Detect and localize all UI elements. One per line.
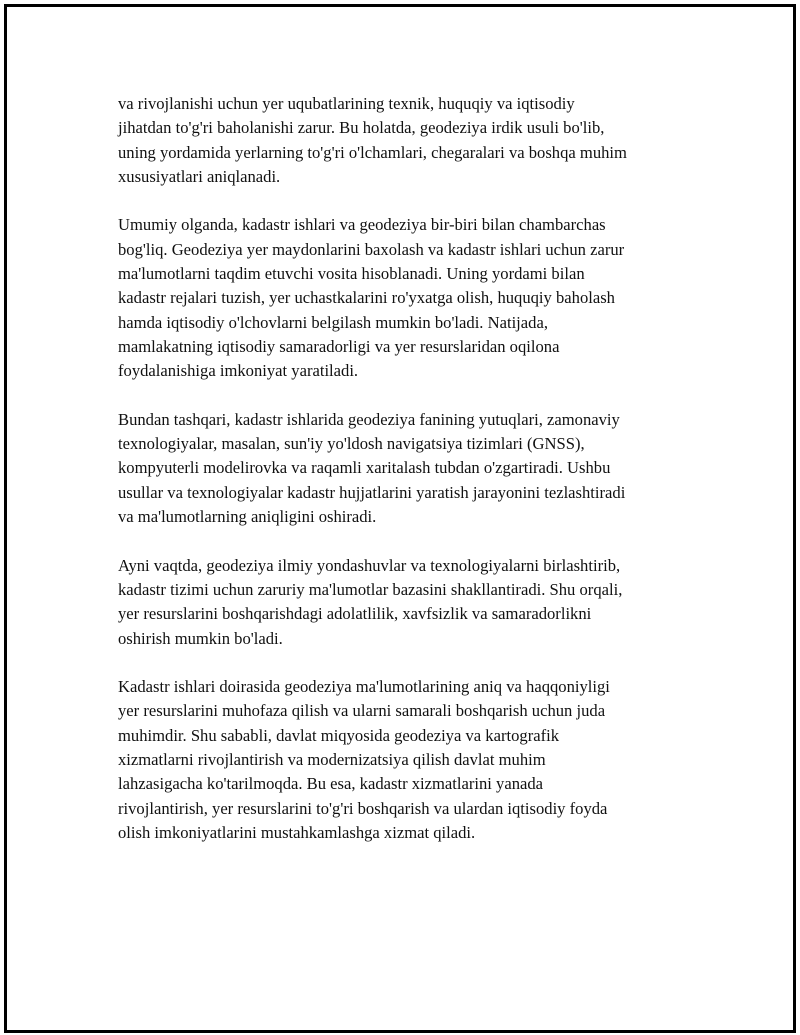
text-line: xususiyatlari aniqlanadi. [118, 166, 281, 186]
text-line: Ayni vaqtda, geodeziya ilmiy yondashuvlar va texnologiyalarni birlashtirib, [118, 555, 621, 575]
paragraph-3 [118, 408, 698, 529]
text-line: yer resurslarini muhofaza qilish va ularni samarali boshqarish uchun juda [118, 701, 606, 721]
text-line: lahzasigacha ko'tarilmoqda. Bu esa, kadastr xizmatlarini yanada [118, 774, 544, 794]
text-line: muhimdir. Shu sababli, davlat miqyosida geodeziya va kartografik [118, 725, 560, 745]
text-line: xizmatlarni rivojlantirish va modernizatsiya qilish davlat muhim [118, 750, 546, 770]
text-line: ma'lumotlarni taqdim etuvchi vosita hisoblanadi. Uning yordami bilan [118, 264, 585, 284]
paragraph-4 [118, 554, 698, 651]
text-line: jihatdan to'g'ri baholanishi zarur. Bu holatda, geodeziya irdik usuli bo'lib, [118, 118, 605, 138]
document-body [118, 92, 698, 870]
text-line: Umumiy olganda, kadastr ishlari va geodeziya bir-biri bilan chambarchas [118, 215, 606, 235]
text-line: va rivojlanishi uchun yer uqubatlarining texnik, huquqiy va iqtisodiy [118, 94, 575, 113]
text-line: Bundan tashqari, kadastr ishlarida geodeziya fanining yutuqlari, zamonaviy [118, 409, 620, 429]
text-line: texnologiyalar, masalan, sun'iy yo'ldosh navigatsiya tizimlari (GNSS), [118, 434, 585, 454]
text-line: oshirish mumkin bo'ladi. [118, 628, 283, 648]
text-line: usullar va texnologiyalar kadastr hujjatlarini yaratish jarayonini tezlashtiradi [118, 482, 626, 502]
text-line: foydalanishiga imkoniyat yaratiladi. [118, 361, 359, 381]
text-line: hamda iqtisodiy o'lchovlarni belgilash mumkin bo'ladi. Natijada, [118, 312, 548, 332]
paragraph-1 [118, 92, 698, 189]
text-line: kompyuterli modelirovka va raqamli xaritalash tubdan o'zgartiradi. Ushbu [118, 458, 611, 478]
text-line: kadastr tizimi uchun zaruriy ma'lumotlar bazasini shakllantiradi. Shu orqali, [118, 579, 623, 599]
text-line: rivojlantirish, yer resurslarini to'g'ri boshqarish va ulardan iqtisodiy foyda [118, 798, 608, 818]
paragraph-5 [118, 675, 698, 845]
text-line: mamlakatning iqtisodiy samaradorligi va yer resurslaridan oqilona [118, 336, 560, 356]
text-line: Kadastr ishlari doirasida geodeziya ma'lumotlarining aniq va haqqoniyligi [118, 677, 610, 697]
text-line: yer resurslarini boshqarishdagi adolatlilik, xavfsizlik va samaradorlikni [118, 604, 592, 624]
text-line: va ma'lumotlarning aniqligini oshiradi. [118, 507, 377, 527]
text-line: kadastr rejalari tuzish, yer uchastkalarini ro'yxatga olish, huquqiy baholash [118, 288, 615, 308]
text-line: uning yordamida yerlarning to'g'ri o'lchamlari, chegaralari va boshqa muhim [118, 142, 627, 162]
text-line: olish imkoniyatlarini mustahkamlashga xizmat qiladi. [118, 822, 476, 842]
text-line: bog'liq. Geodeziya yer maydonlarini baxolash va kadastr ishlari uchun zarur [118, 239, 625, 259]
paragraph-2 [118, 213, 698, 383]
